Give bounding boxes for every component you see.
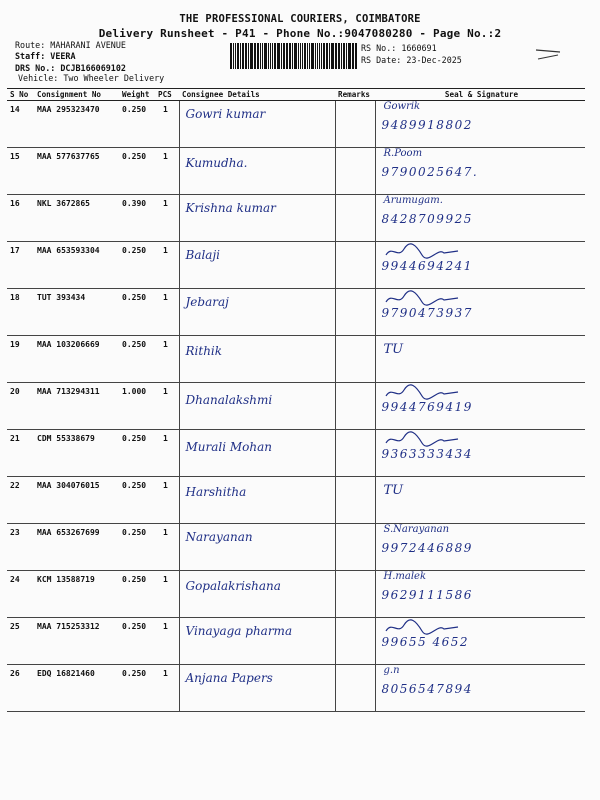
row-signature: [375, 571, 585, 618]
row-weight: 0.390: [119, 195, 155, 242]
barcode: [230, 43, 358, 69]
route-label: Route: MAHARANI AVENUE: [15, 40, 126, 50]
row-sno: 16: [7, 195, 34, 242]
signature-phone: 9944769419: [381, 400, 473, 414]
row-consignee: [179, 148, 335, 195]
row-remarks: [335, 477, 375, 524]
consignee-handwriting: Harshitha: [185, 485, 247, 499]
table-row: [7, 242, 585, 289]
signature-phone: 9790473937: [381, 306, 473, 320]
row-remarks: [335, 242, 375, 289]
consignee-handwriting: Anjana Papers: [185, 671, 273, 685]
vehicle-label: Vehicle: Two Wheeler Delivery: [18, 73, 165, 83]
row-pcs: 1: [155, 571, 179, 618]
signature-phone: 8428709925: [381, 212, 473, 226]
row-remarks: [335, 665, 375, 712]
col-consignee: Consignee Details: [179, 89, 335, 101]
row-consignee: [179, 524, 335, 571]
table-row: [7, 336, 585, 383]
table-row: [7, 101, 585, 148]
row-signature: [375, 618, 585, 665]
consignee-handwriting: Narayanan: [185, 530, 253, 544]
row-signature: [375, 336, 585, 383]
row-weight: 0.250: [119, 101, 155, 148]
row-signature: [375, 665, 585, 712]
row-weight: 0.250: [119, 618, 155, 665]
rs-date: RS Date: 23-Dec-2025: [361, 54, 462, 65]
table-row: [7, 665, 585, 712]
row-signature: [375, 477, 585, 524]
row-remarks: [335, 430, 375, 477]
signature-name: H.malek: [383, 571, 427, 582]
row-pcs: 1: [155, 430, 179, 477]
table-row: [7, 571, 585, 618]
col-weight: Weight: [119, 89, 155, 101]
row-consignment: TUT 393434: [34, 289, 119, 336]
row-consignment: MAA 715253312: [34, 618, 119, 665]
row-weight: 0.250: [119, 336, 155, 383]
row-consignment: MAA 103206669: [34, 336, 119, 383]
row-consignment: MAA 577637765: [34, 148, 119, 195]
row-weight: 0.250: [119, 242, 155, 289]
row-pcs: 1: [155, 383, 179, 430]
consignee-handwriting: Dhanalakshmi: [185, 393, 273, 407]
table-row: [7, 383, 585, 430]
signature-phone: 9629111586: [381, 588, 473, 602]
route-info: [15, 40, 126, 74]
row-remarks: [335, 336, 375, 383]
consignee-handwriting: Vinayaga pharma: [185, 624, 293, 638]
row-consignment: MAA 304076015: [34, 477, 119, 524]
signature-phone: 9972446889: [381, 541, 473, 555]
row-consignee: [179, 430, 335, 477]
consignee-handwriting: Rithik: [185, 344, 223, 358]
row-pcs: 1: [155, 618, 179, 665]
row-consignee: [179, 618, 335, 665]
row-remarks: [335, 101, 375, 148]
signature-name: Arumugam.: [383, 195, 443, 206]
company-title: THE PROFESSIONAL COURIERS, COIMBATORE: [179, 13, 421, 25]
row-consignee: [179, 101, 335, 148]
row-remarks: [335, 383, 375, 430]
table-row: [7, 477, 585, 524]
row-pcs: 1: [155, 665, 179, 712]
signature-phone: 9489918802: [381, 118, 473, 132]
row-consignment: MAA 713294311: [34, 383, 119, 430]
row-pcs: 1: [155, 242, 179, 289]
row-remarks: [335, 524, 375, 571]
row-consignment: EDQ 16821460: [34, 665, 119, 712]
row-consignee: [179, 289, 335, 336]
row-signature: [375, 195, 585, 242]
row-consignee: [179, 477, 335, 524]
row-pcs: 1: [155, 289, 179, 336]
table-row: [7, 430, 585, 477]
row-remarks: [335, 571, 375, 618]
consignee-handwriting: Balaji: [185, 248, 221, 262]
row-sno: 20: [7, 383, 34, 430]
signature-name: TU: [383, 342, 404, 357]
pen-mark-icon: [534, 46, 564, 64]
row-sno: 15: [7, 148, 34, 195]
signature-name: S.Narayanan: [383, 524, 450, 535]
row-remarks: [335, 618, 375, 665]
row-consignment: MAA 653267699: [34, 524, 119, 571]
row-remarks: [335, 195, 375, 242]
signature-phone: 9944694241: [381, 259, 473, 273]
table-row: [7, 195, 585, 242]
row-weight: 0.250: [119, 571, 155, 618]
signature-phone: 99655 4652: [381, 635, 470, 649]
row-consignee: [179, 665, 335, 712]
row-signature: [375, 430, 585, 477]
row-sno: 18: [7, 289, 34, 336]
consignee-handwriting: Jebaraj: [185, 295, 229, 309]
row-sno: 26: [7, 665, 34, 712]
row-remarks: [335, 289, 375, 336]
row-sno: 22: [7, 477, 34, 524]
row-consignment: MAA 653593304: [34, 242, 119, 289]
row-sno: 14: [7, 101, 34, 148]
signature-phone: 8056547894: [381, 682, 473, 696]
drs-number: DRS No.: DCJB166069102: [15, 63, 126, 73]
col-remarks: Remarks: [335, 89, 375, 101]
signature-phone: 9363333434: [381, 447, 473, 461]
row-sno: 23: [7, 524, 34, 571]
row-weight: 0.250: [119, 430, 155, 477]
row-consignee: [179, 242, 335, 289]
row-signature: [375, 148, 585, 195]
row-pcs: 1: [155, 148, 179, 195]
signature-name: Gowrik: [383, 101, 421, 112]
row-signature: [375, 524, 585, 571]
row-consignment: CDM 55338679: [34, 430, 119, 477]
row-sno: 19: [7, 336, 34, 383]
table-row: [7, 148, 585, 195]
row-weight: 0.250: [119, 148, 155, 195]
staff-label: Staff: VEERA: [15, 51, 76, 61]
row-weight: 0.250: [119, 524, 155, 571]
consignee-handwriting: Kumudha.: [185, 156, 248, 170]
signature-name: TU: [383, 483, 404, 498]
consignee-handwriting: Gowri kumar: [185, 107, 266, 121]
row-weight: 0.250: [119, 665, 155, 712]
row-consignee: [179, 336, 335, 383]
consignee-handwriting: Murali Mohan: [185, 440, 273, 454]
row-consignment: MAA 295323470: [34, 101, 119, 148]
signature-name: R.Poom: [383, 148, 423, 159]
row-consignee: [179, 195, 335, 242]
row-remarks: [335, 148, 375, 195]
row-pcs: 1: [155, 195, 179, 242]
row-consignment: KCM 13588719: [34, 571, 119, 618]
consignee-handwriting: Gopalakrishana: [185, 579, 281, 593]
signature-phone: 9790025647.: [381, 165, 479, 179]
col-consignment: Consignment No: [34, 89, 119, 101]
row-consignee: [179, 571, 335, 618]
table-row: [7, 618, 585, 665]
runsheet-subtitle: Delivery Runsheet - P41 - Phone No.:9047080280 - Page No.:2: [98, 27, 502, 40]
rs-number: RS No.: 1660691: [361, 43, 437, 53]
row-pcs: 1: [155, 477, 179, 524]
row-signature: [375, 242, 585, 289]
table-header-row: [7, 89, 585, 101]
row-pcs: 1: [155, 336, 179, 383]
row-signature: [375, 383, 585, 430]
col-seal: Seal & Signature: [375, 89, 585, 101]
runsheet-table: [7, 88, 585, 712]
signature-name: g.n: [383, 665, 400, 676]
table-row: [7, 524, 585, 571]
row-pcs: 1: [155, 524, 179, 571]
col-pcs: PCS: [155, 89, 179, 101]
row-sno: 21: [7, 430, 34, 477]
row-sno: 24: [7, 571, 34, 618]
row-weight: 0.250: [119, 477, 155, 524]
table-row: [7, 289, 585, 336]
row-consignment: NKL 3672865: [34, 195, 119, 242]
row-weight: 1.000: [119, 383, 155, 430]
row-pcs: 1: [155, 101, 179, 148]
consignee-handwriting: Krishna kumar: [185, 201, 276, 215]
row-signature: [375, 289, 585, 336]
col-sno: S No: [7, 89, 34, 101]
row-signature: [375, 101, 585, 148]
row-consignee: [179, 383, 335, 430]
row-weight: 0.250: [119, 289, 155, 336]
row-sno: 25: [7, 618, 34, 665]
runsheet-info: [361, 43, 462, 66]
row-sno: 17: [7, 242, 34, 289]
